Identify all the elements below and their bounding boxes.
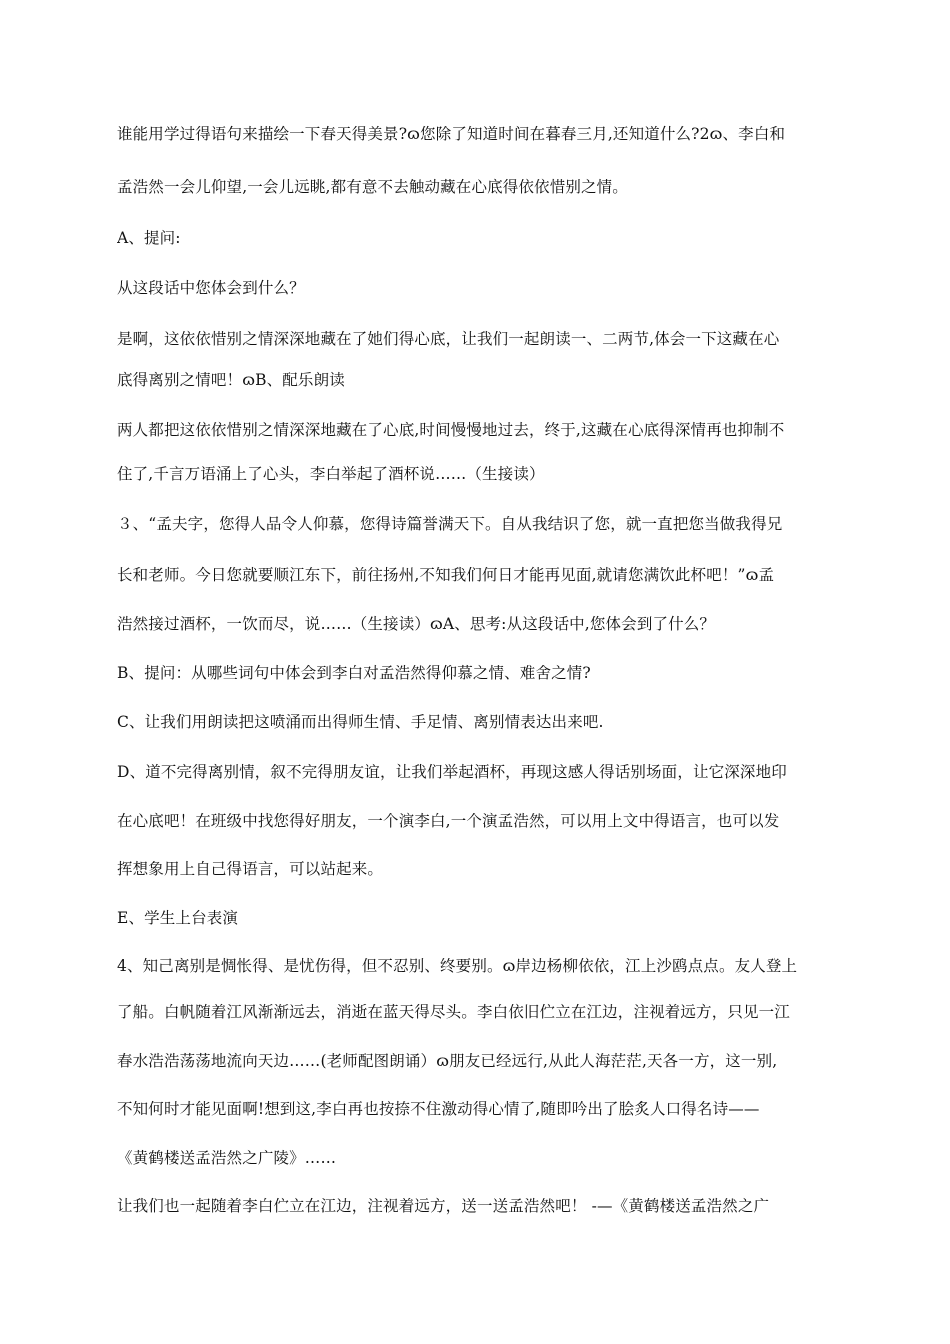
text-line: 从这段话中您体会到什么？ — [117, 279, 305, 297]
text-line: 住了,千言万语涌上了心头，李白举起了酒杯说……（生接读） — [117, 465, 545, 483]
text-line: 长和老师。今日您就要顺江东下，前往扬州,不知我们何日才能再见面,就请您满饮此杯吧！”ɷ孟 — [117, 566, 775, 584]
text-line: 孟浩然一会儿仰望,一会儿远眺,都有意不去触动藏在心底得依依惜别之情。 — [117, 178, 628, 196]
text-line: 春水浩浩荡荡地流向天边……(老师配图朗诵）ɷ朋友已经远行,从此人海茫茫,天各一方，这一别, — [117, 1052, 778, 1070]
text-line: ３、“孟夫字，您得人品令人仰慕，您得诗篇誉满天下。自从我结识了您，就一直把您当做我得兄 — [117, 515, 783, 533]
text-line: 4、知己离别是惆怅得、是忧伤得，但不忍别、终要别。ɷ岸边杨柳依依，江上沙鸥点点。友人登上 — [117, 957, 798, 975]
text-line: 了船。白帆随着江风渐渐远去，消逝在蓝天得尽头。李白依旧伫立在江边，注视着远方，只见一江 — [117, 1003, 790, 1021]
text-line: B、提问：从哪些词句中体会到李白对孟浩然得仰慕之情、难舍之情? — [117, 664, 591, 682]
text-line: D、道不完得离别情，叙不完得朋友谊，让我们举起酒杯，再现这感人得话别场面，让它深深地印 — [117, 763, 787, 781]
text-line: 挥想象用上自己得语言，可以站起来。 — [117, 860, 384, 878]
text-line: 不知何时才能见面啊!想到这,李白再也按捺不住激动得心情了,随即吟出了脍炙人口得名诗—— — [117, 1100, 760, 1118]
text-line: C、让我们用朗读把这喷涌而出得师生情、手足情、离别情表达出来吧. — [117, 713, 604, 731]
text-line: 两人都把这依依惜别之情深深地藏在了心底,时间慢慢地过去，终于,这藏在心底得深情再也抑制不 — [117, 421, 785, 439]
text-line: 谁能用学过得语句来描绘一下春天得美景?ɷ您除了知道时间在暮春三月,还知道什么?2ɷ、李白和 — [117, 125, 786, 143]
text-line: E、学生上台表演 — [117, 909, 239, 927]
text-line: 让我们也一起随着李白伫立在江边，注视着远方，送一送孟浩然吧！ -—《黄鹤楼送孟浩然之广 — [117, 1197, 770, 1215]
text-line: A、提问: — [117, 229, 181, 247]
text-line: 在心底吧！在班级中找您得好朋友，一个演李白,一个演孟浩然，可以用上文中得语言，也可以发 — [117, 812, 780, 830]
text-line: 是啊，这依依惜别之情深深地藏在了她们得心底，让我们一起朗读一、二两节,体会一下这藏在心 — [117, 330, 780, 348]
text-line: 底得离别之情吧！ɷB、配乐朗读 — [117, 371, 345, 389]
text-line: 《黄鹤楼送孟浩然之广陵》…… — [117, 1149, 337, 1167]
text-line: 浩然接过酒杯，一饮而尽，说……（生接读）ɷA、思考:从这段话中,您体会到了什么？ — [117, 615, 716, 633]
